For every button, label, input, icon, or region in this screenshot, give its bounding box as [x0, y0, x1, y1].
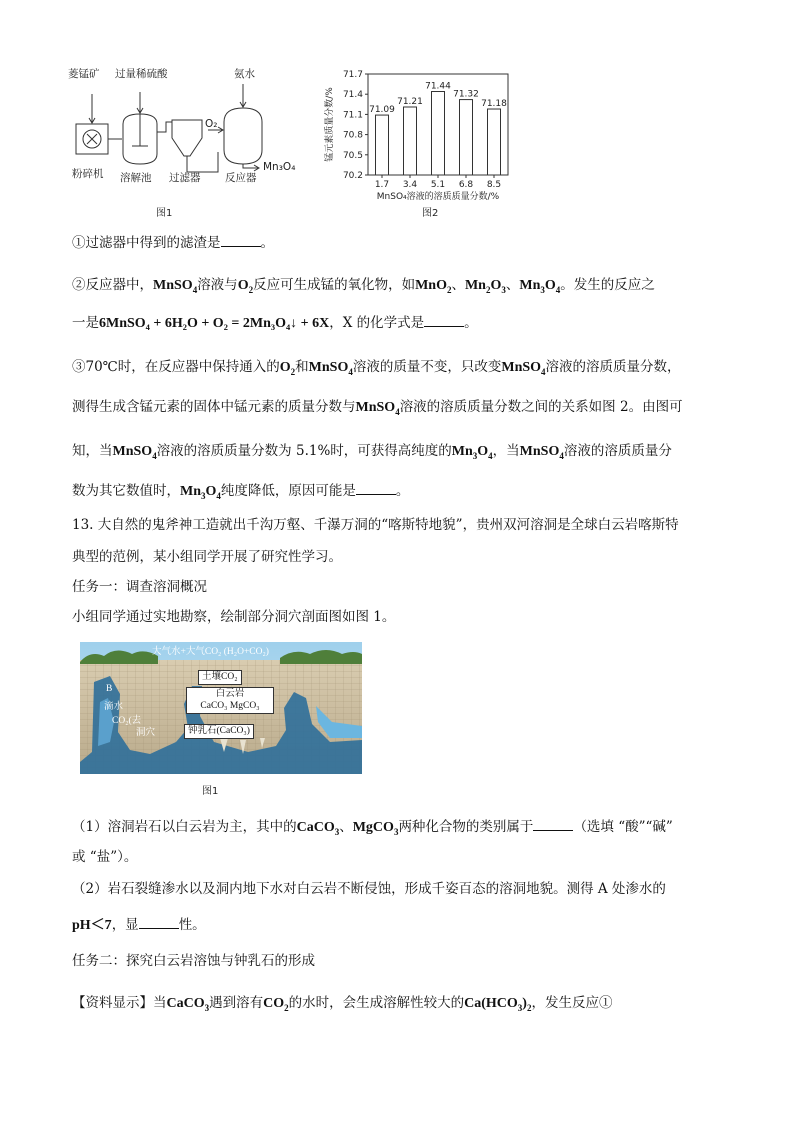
- formula-mno2: MnO$_2$: [415, 278, 452, 295]
- q2-t6: ，X 的化学式是: [329, 315, 425, 331]
- y-tick-label: 70.8: [342, 130, 363, 141]
- pipe-3: [187, 152, 218, 172]
- cave-label-drip: 滴水: [104, 702, 124, 712]
- x-tick-label: 6.8: [458, 180, 474, 190]
- q2-t3: 反应可生成锰的氧化物，如: [253, 277, 416, 293]
- formula-mn3o4: $Mn_3O_4$: [451, 444, 493, 461]
- label-filter: 过滤器: [169, 172, 201, 184]
- question-2-line1: ②反应器中，MnSO$_4$溶液与$O_2$反应可生成锰的氧化物，如MnO$_2$、$Mn_2O_3$、$Mn_3O_4$。发生的反应之: [72, 277, 655, 295]
- label-o2: O₂: [205, 118, 218, 130]
- bar-value-label: 71.18: [481, 99, 507, 110]
- formula-ca-hco3-2: $Ca(HCO_3)_2$: [464, 996, 532, 1013]
- y-tick-label: 71.4: [342, 90, 363, 101]
- question-3-line3: 知，当MnSO$_4$溶液的溶质质量分数为 5.1%时，可获得高纯度的$Mn_3O_4$，当MnSO$_4$溶液的溶质质量分: [72, 443, 672, 461]
- q2-t5: 一是: [72, 315, 99, 331]
- x-tick-label: 1.7: [374, 180, 390, 190]
- info-line: 【资料显示】当CaCO$_3$遇到溶有$CO_2$的水时，会生成溶解性较大的$Ca(HCO_3)_2$，发生反应①: [72, 995, 613, 1013]
- q13-intro-2: 典型的范例，某小组同学开展了研究性学习。: [72, 549, 342, 565]
- formula-mnso4: MnSO$_4$: [308, 360, 353, 377]
- q1-text: ①过滤器中得到的滤渣是: [72, 235, 221, 251]
- y-tick-label: 70.5: [342, 150, 363, 161]
- label-ammonia: 氨水: [234, 68, 255, 80]
- y-tick-label: 71.1: [342, 110, 363, 121]
- formula-mn2o3: $Mn_2O_3$: [464, 278, 506, 295]
- bar-6.8: [460, 100, 473, 175]
- bar-value-label: 71.21: [397, 96, 423, 107]
- cave-label-stalactite: 钟乳石(CaCO₃): [184, 724, 254, 739]
- bar-8.5: [488, 109, 501, 175]
- bar-1.7: [376, 115, 389, 175]
- process-flow-svg: [68, 62, 323, 222]
- label-reactor: 反应器: [225, 172, 257, 184]
- q13-part2-line1: （2）岩石裂缝渗水以及洞内地下水对白云岩不断侵蚀，形成千姿百态的溶洞地貌。测得 A 处渗水的: [72, 881, 666, 897]
- bar-3.4: [404, 107, 417, 175]
- cave-section-figure: [80, 642, 362, 774]
- bar-value-label: 71.32: [453, 89, 479, 100]
- formula-mnso4: MnSO$_4$: [355, 400, 400, 417]
- label-acid: 过量稀硫酸: [115, 68, 168, 80]
- formula-mnso4: MnSO$_4$: [112, 444, 157, 461]
- q2-answer-blank[interactable]: [424, 313, 464, 327]
- pipe-2: [157, 122, 172, 132]
- task-2-heading: 任务二：探究白云岩溶蚀与钟乳石的形成: [72, 953, 315, 969]
- formula-caco3: CaCO$_3$: [296, 820, 340, 837]
- cave-label-b: B: [106, 684, 113, 694]
- q2-t1: ②反应器中，: [72, 277, 153, 293]
- q2-t2: 溶液与: [197, 277, 238, 293]
- cave-label-co2: CO₂(去: [112, 716, 142, 726]
- x-tick-label: 5.1: [430, 180, 446, 190]
- formula-mnso4: MnSO$_4$: [519, 444, 564, 461]
- bar-5.1: [432, 92, 445, 175]
- formula-mn3o4: $Mn_3O_4$: [519, 278, 561, 295]
- q13-part2-line2: pH＜7，显 性。: [72, 917, 206, 933]
- formula-mnso4: MnSO$_4$: [153, 278, 198, 295]
- filter-vessel: [172, 120, 202, 156]
- y-tick-label: 70.2: [342, 171, 363, 181]
- task-1-heading: 任务一：调查溶洞概况: [72, 579, 207, 595]
- survey-text: 小组同学通过实地勘察，绘制部分洞穴剖面图如图 1。: [72, 609, 396, 625]
- cave-label-hole: 洞穴: [136, 728, 156, 738]
- x-tick-label: 3.4: [402, 180, 418, 190]
- figure1-caption: 图1: [156, 208, 173, 219]
- q13-part1-line2: 或 “盐”）。: [72, 849, 138, 865]
- bar-value-label: 71.44: [425, 81, 451, 92]
- cave-label-minerals: CaCO₃ MgCO₃: [186, 700, 274, 714]
- formula-co2: $CO_2$: [263, 996, 289, 1013]
- ph-condition: pH＜7: [72, 918, 112, 933]
- question-3-line4: 数为其它数值时，$Mn_3O_4$纯度降低，原因可能是 。: [72, 483, 410, 501]
- question-3-line2: 测得生成含锰元素的固体中锰元素的质量分数与MnSO$_4$溶液的溶质质量分数之间的关系如图 2。由图可: [72, 399, 683, 417]
- x-tick-label: 8.5: [486, 180, 502, 190]
- label-product: Mn₃O₄: [263, 161, 296, 173]
- cave-label-top: 大气水+大气CO₂ (H₂O+CO₂): [152, 647, 269, 657]
- label-ore: 菱锰矿: [68, 68, 100, 80]
- formula-mnso4: MnSO$_4$: [501, 360, 546, 377]
- q13-intro-1: 13. 大自然的鬼斧神工造就出千沟万壑、千瀑万洞的“喀斯特地貌”，贵州双河溶洞是全球白云岩喀斯特: [72, 517, 679, 533]
- figure2-caption: 图2: [422, 208, 439, 219]
- formula-o2: $O_2$: [237, 278, 254, 295]
- reaction-equation: 6MnSO₄ + 6H₂O + O₂ = 2Mn₃O₄↓ + 6X: [99, 316, 330, 331]
- formula-mgco3: MgCO$_3$: [352, 820, 399, 837]
- part1-answer-blank[interactable]: [533, 817, 573, 831]
- q1-end: 。: [260, 235, 274, 251]
- q2-t4: 。发生的反应之: [560, 277, 655, 293]
- y-tick-label: 71.7: [342, 70, 363, 80]
- y-axis-label: 锰元素质量分数/%: [325, 87, 335, 162]
- question-1-line: [72, 232, 732, 254]
- x-axis-label: MnSO₄溶液的溶质质量分数/%: [376, 192, 500, 202]
- part2-answer-blank[interactable]: [139, 915, 179, 929]
- formula-caco3: CaCO$_3$: [166, 996, 210, 1013]
- question-2-line2: 一是6MnSO₄ + 6H₂O + O₂ = 2Mn₃O₄↓ + 6X，X 的化学式是 。: [72, 315, 478, 331]
- bar-chart-svg: [318, 62, 518, 222]
- bar-chart: [318, 62, 518, 222]
- question-3-line1: ③70℃时，在反应器中保持通入的$O_2$和MnSO$_4$溶液的质量不变，只改变MnSO$_4$溶液的溶质质量分数，: [72, 359, 681, 377]
- formula-o2: $O_2$: [279, 360, 296, 377]
- label-crusher: 粉碎机: [72, 168, 104, 180]
- cave-label-soil: 土壤CO₂: [198, 670, 242, 685]
- label-dissolver: 溶解池: [120, 172, 152, 184]
- crusher-cross: [87, 134, 97, 144]
- q13-part1-line1: （1）溶洞岩石以白云岩为主，其中的CaCO$_3$、MgCO$_3$两种化合物的类别属于 （选填 “酸”“碱”: [72, 819, 673, 837]
- q3-answer-blank[interactable]: [356, 481, 396, 495]
- bar-value-label: 71.09: [369, 105, 395, 116]
- formula-mn3o4: $Mn_3O_4$: [180, 484, 221, 501]
- cave-label-dolomite: 白云岩: [186, 687, 274, 701]
- reactor-vessel: [224, 108, 262, 164]
- process-flow-diagram: [68, 62, 323, 222]
- q1-answer-blank[interactable]: [221, 233, 261, 247]
- cave-figure-caption: 图1: [202, 786, 219, 797]
